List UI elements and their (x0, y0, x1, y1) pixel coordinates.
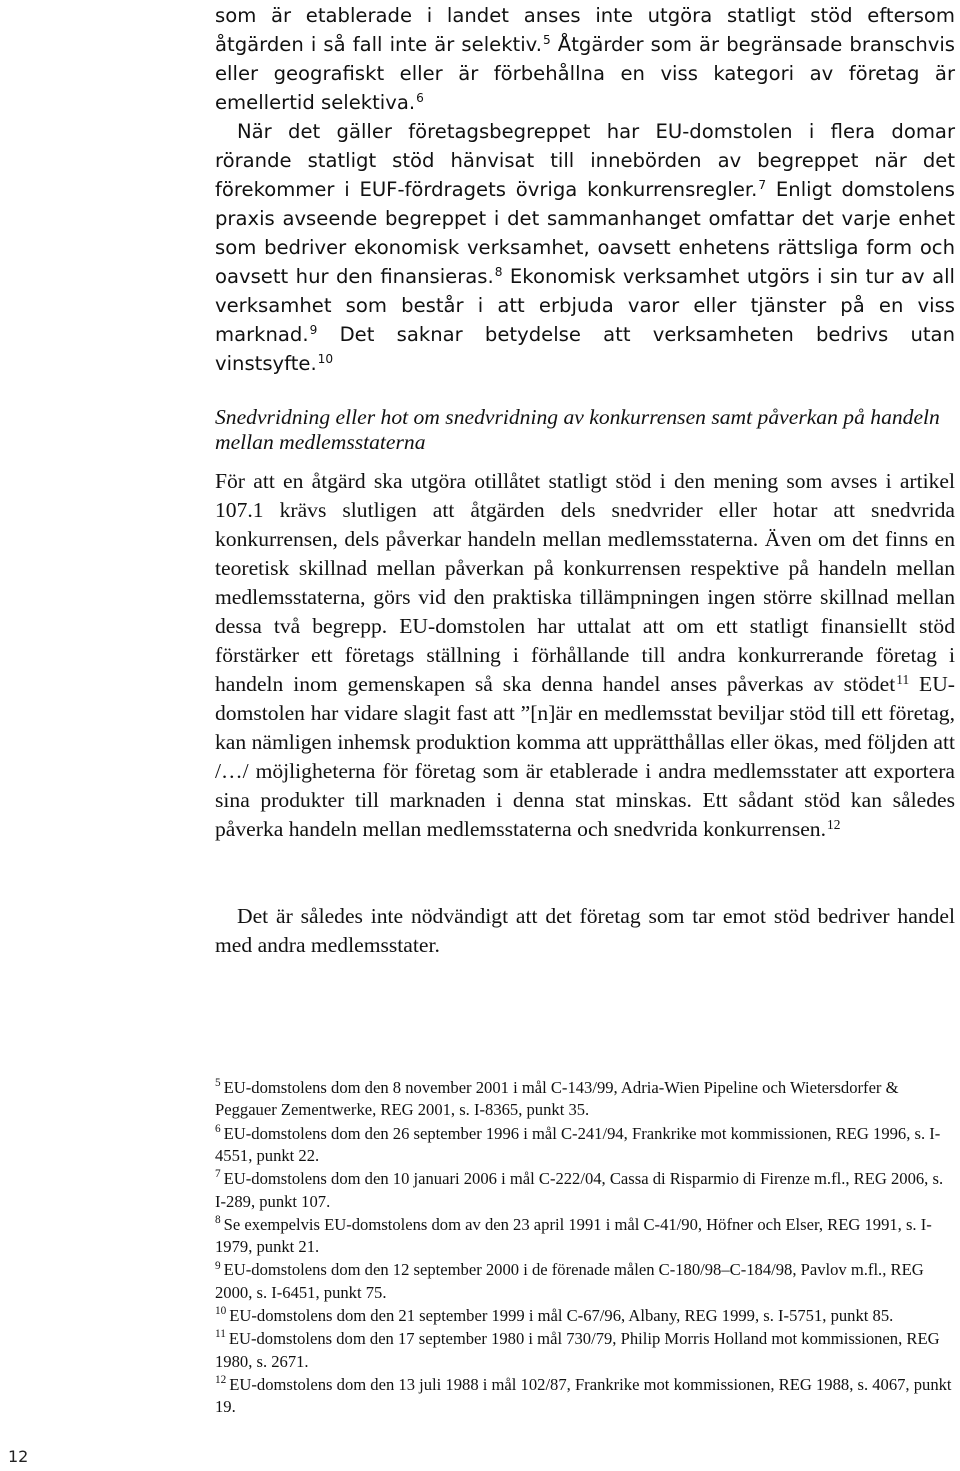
footnote-text: Se exempelvis EU-domstolens dom av den 23 april 1991 i mål C-41/90, Höfner och Elser, REG 1991, s. I-1979, punkt 21. (215, 1214, 932, 1257)
footnote-text: EU-domstolens dom den 13 juli 1988 i mål 102/87, Frankrike mot kommissionen, REG 1988, s. 4067, punkt 19. (215, 1374, 952, 1417)
paragraph-4 (215, 902, 955, 960)
paragraph-2-text-c: Ekonomisk verksamhet utgörs i sin tur av all verksamhet som består i att erbjuda varor eller tjänster på en viss marknad. (215, 265, 955, 346)
footnote-number: 5 (215, 1077, 221, 1090)
footnote-ref-12: 12 (827, 816, 841, 832)
footnote-12 (215, 1374, 955, 1419)
footnote-number: 9 (215, 1259, 221, 1272)
footnote-ref-5: 5 (542, 33, 551, 48)
paragraph-1-text-a: som är etablerade i landet anses inte utgöra statligt stöd eftersom åtgärden i så fall inte är selektiv. (215, 4, 955, 56)
footnote-text: EU-domstolens dom den 26 september 1996 i mål C-241/94, Frankrike mot kommissionen, REG 1996, s. I-4551, punkt 22. (215, 1123, 941, 1166)
footnote-ref-9: 9 (309, 323, 318, 338)
footnote-5 (215, 1077, 955, 1122)
section-heading: Snedvridning eller hot om snedvridning av konkurrensen samt påverkan på handeln mellan medlemsstaterna (215, 405, 940, 454)
footnote-number: 7 (215, 1168, 221, 1181)
footnote-text: EU-domstolens dom den 10 januari 2006 i mål C-222/04, Cassa di Risparmio di Firenze m.fl., REG 2006, s. I-289, punkt 107. (215, 1169, 944, 1211)
footnote-ref-6: 6 (416, 91, 424, 106)
paragraph-2-text-d: Det saknar betydelse att verksamheten bedrivs utan vinstsyfte. (215, 323, 955, 375)
footnote-6 (215, 1123, 955, 1168)
footnote-ref-10: 10 (317, 352, 334, 367)
footnote-7 (215, 1168, 955, 1213)
footnotes (215, 1077, 955, 1419)
footnote-8 (215, 1214, 955, 1259)
footnote-text: EU-domstolens dom den 21 september 1999 i mål C-67/96, Albany, REG 1999, s. I-5751, punkt 85. (229, 1306, 894, 1326)
section-heading-block (215, 405, 955, 455)
paragraph-2-text-a: När det gäller företagsbegreppet har EU-domstolen i flera domar rörande statligt stöd hänvisat till innebörden av begreppet när det förekommer i EUF-fördragets övriga konkurrensregler. (215, 120, 955, 201)
footnote-number: 11 (215, 1328, 226, 1341)
paragraph-3-text-a: För att en åtgärd ska utgöra otillåtet statligt stöd i den mening som avses i artikel 107.1 krävs slutligen att åtgärden dels snedvrider eller hotar att snedvrida konkurrensen, dels påverkar handeln mellan medlemsstaterna. Även om det finns en teoretisk skillnad mellan påverkan på konkurrensen respektive på handeln mellan medlemsstaterna, görs vid den praktiska tillämpningen ingen större skillnad mellan dessa två begrepp. EU-domstolen har uttalat att om ett statligt finansiellt stöd förstärker ett företags ställning i förhållande till andra konkurrerande företag i handeln inom gemenskapen så ska denna handel anses påverkas av stödet (215, 469, 955, 696)
footnote-ref-7: 7 (758, 178, 767, 193)
page-number: 12 (8, 1447, 29, 1466)
paragraph-2-text-b: Enligt domstolens praxis avseende begreppet i det sammanhanget omfattar det varje enhet som bedriver ekonomisk verksamhet, oavsett enhetens rättsliga form och oavsett hur den finansieras. (215, 178, 955, 288)
paragraph-3 (215, 467, 955, 844)
footnote-9 (215, 1259, 955, 1304)
footnote-text: EU-domstolens dom den 8 november 2001 i mål C-143/99, Adria-Wien Pipeline och Wietersdorfer & Peggauer Zementwerke, REG 2001, s. I-8365, punkt 35. (215, 1078, 899, 1120)
footnote-number: 8 (215, 1214, 221, 1227)
footnote-number: 10 (215, 1305, 227, 1318)
footnote-10 (215, 1305, 955, 1327)
paragraph-1-text-b: Åtgärder som är begränsade branschvis eller geografiskt eller är förbehållna en viss kategori av företag är emellertid selektiva. (215, 33, 955, 114)
paragraph-2 (215, 117, 955, 378)
footnote-text: EU-domstolens dom den 17 september 1980 i mål 730/79, Philip Morris Holland mot kommissionen, REG 1980, s. 2671. (215, 1329, 940, 1371)
footnote-11 (215, 1328, 955, 1373)
paragraph-4-text: Det är således inte nödvändigt att det företag som tar emot stöd bedriver handel med andra medlemsstater. (215, 904, 955, 957)
footnote-number: 6 (215, 1122, 221, 1135)
footnote-ref-8: 8 (494, 265, 503, 280)
paragraph-1 (215, 1, 955, 117)
footnote-number: 12 (215, 1374, 227, 1387)
footnote-text: EU-domstolens dom den 12 september 2000 i de förenade målen C-180/98–C-184/98, Pavlov m.fl., REG 2000, s. I-6451, punkt 75. (215, 1260, 924, 1302)
footnote-ref-11: 11 (896, 671, 910, 687)
paragraph-3-text-b: EU-domstolen har vidare slagit fast att ”[n]är en medlemsstat beviljar stöd till ett företag, kan nämligen inhemsk produktion komma att upprätthållas eller ökas, med följden att /…/ möjligheterna för företag som är etablerade i andra medlemsstater att exportera sina produkter till marknaden i denna stat minskas. Ett sådant stöd kan således påverka handeln mellan medlemsstaterna och snedvrida konkurrensen. (215, 672, 956, 841)
